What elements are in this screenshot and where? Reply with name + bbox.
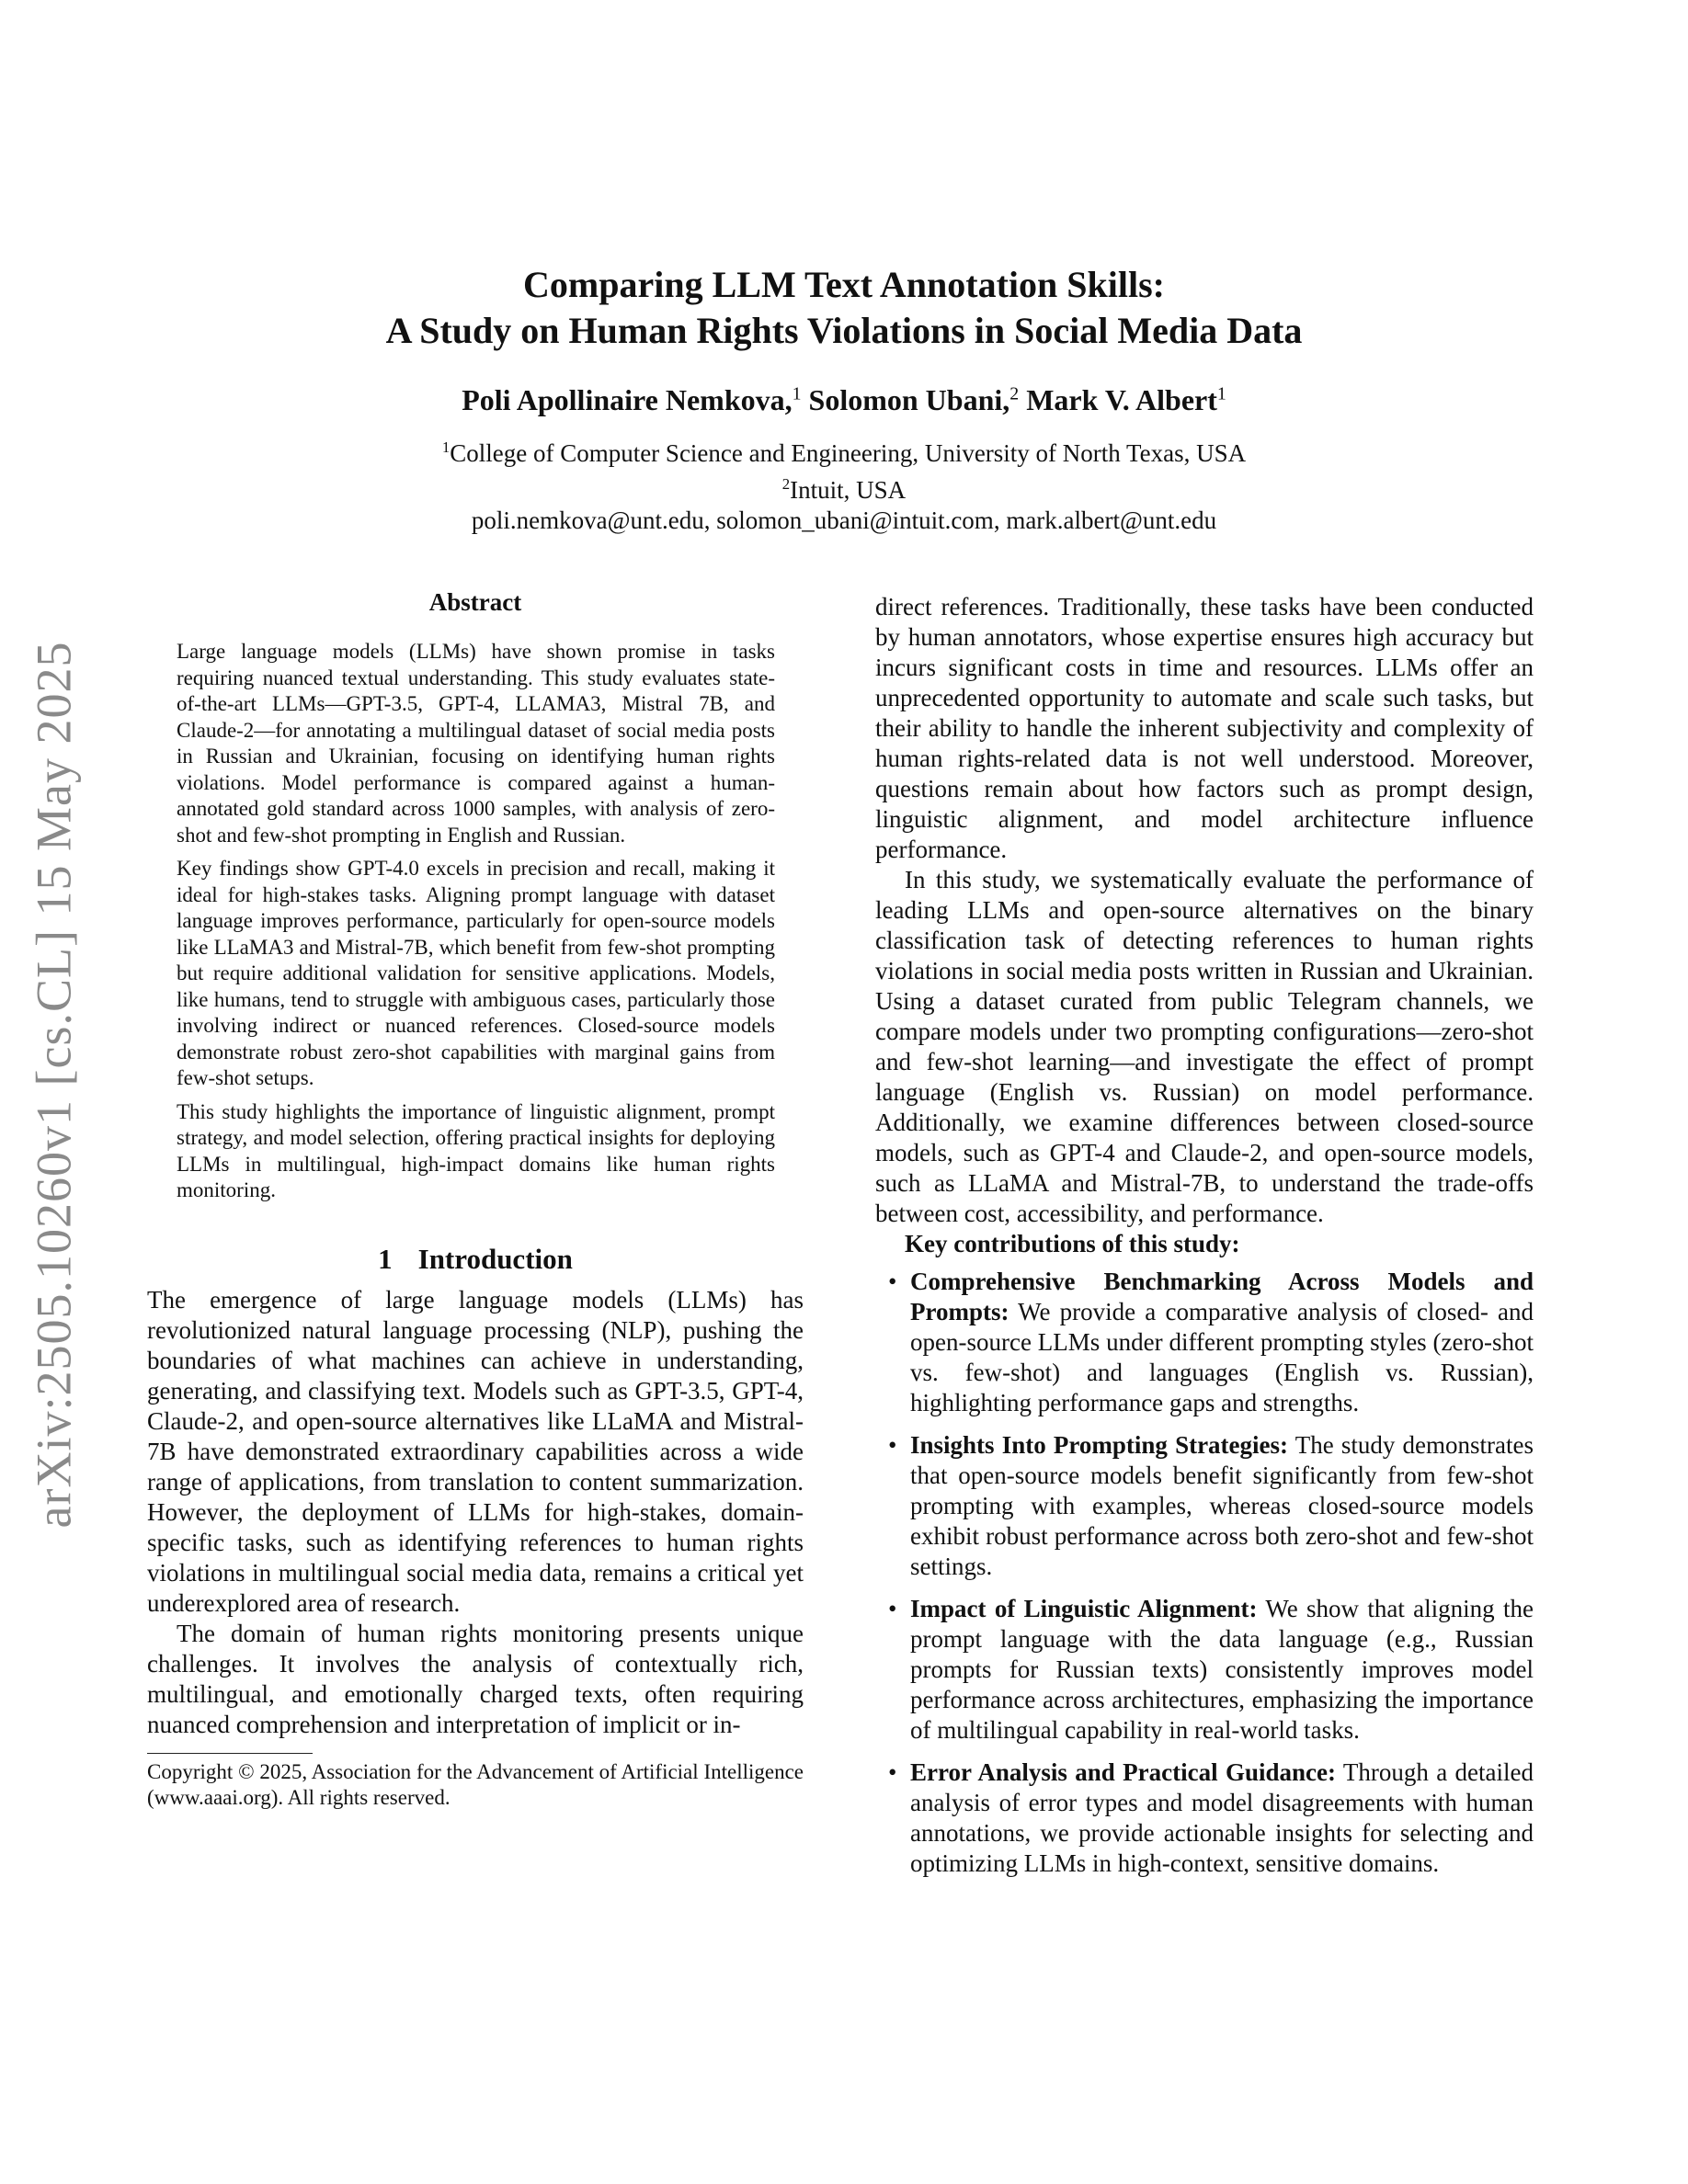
contribution-text: The study demonstrates that open-source models benefit significantly from few-shot prompting with examples, whereas closed-source models exhibit robust performance across both zero-shot and few-shot settings. xyxy=(910,1431,1534,1580)
body-paragraph: direct references. Traditionally, these tasks have been conducted by human annotators, whose expertise ensures high accuracy but incurs significant costs in time and resources. LLMs offer an unprecedented opportunity to automate and scale such tasks, but their ability to handle the inherent subjectivity and complexity of human rights-related data is not well understood. Moreover, questions remain about how factors such as prompt design, linguistic alignment, and model architecture influence performance. xyxy=(875,593,1534,863)
bullet-icon: • xyxy=(888,1268,897,1295)
arxiv-id-text: arXiv:2505.10260v1 [cs.CL] 15 May 2025 xyxy=(26,641,82,1529)
bullet-icon: • xyxy=(888,1431,897,1459)
author-emails: poli.nemkova@unt.edu, solomon_ubani@intuit.com, mark.albert@unt.edu xyxy=(471,506,1217,534)
affiliation-2 xyxy=(0,469,1688,506)
body-paragraph: The domain of human rights monitoring presents unique challenges. It involves the analysis of contextually rich, multilingual, and emotionally charged texts, often requiring nuanced comprehension and interpretation of implicit or in- xyxy=(147,1619,804,1738)
abstract-heading: Abstract xyxy=(428,588,522,616)
contributions-heading: Key contributions of this study: xyxy=(905,1230,1240,1257)
contribution-text: We show that aligning the prompt language with the data language (e.g., Russian prompts for Russian texts) consistently improves model performance across architectures, emphasizing the importance of multilingual capability in real-world tasks. xyxy=(910,1595,1534,1744)
paper-title xyxy=(0,262,1688,354)
section-heading-introduction xyxy=(147,1243,804,1276)
section-title: Introduction xyxy=(417,1242,573,1275)
author-list xyxy=(0,383,1688,417)
author-affiliation-mark: 2 xyxy=(1009,383,1020,404)
list-item xyxy=(875,1757,1534,1879)
contribution-title: Impact of Linguistic Alignment: xyxy=(910,1595,1258,1622)
footnote-rule xyxy=(147,1753,313,1754)
right-column xyxy=(875,592,1534,1891)
title-line-2: A Study on Human Rights Violations in Social Media Data xyxy=(385,310,1303,351)
author-affiliation-mark: 1 xyxy=(792,383,802,404)
contribution-title: Comprehensive Benchmarking Across Models and Prompts: xyxy=(910,1268,1534,1325)
contribution-title: Insights Into Prompting Strategies: xyxy=(910,1431,1289,1459)
section-number: 1 xyxy=(378,1242,393,1275)
abstract-body xyxy=(147,639,804,1204)
abstract-paragraph: Large language models (LLMs) have shown promise in tasks requiring nuanced textual understanding. This study evaluates state-of-the-art LLMs—GPT-3.5, GPT-4, LLAMA3, Mistral 7B, and Claude-2—for annotating a multilingual dataset of social media posts in Russian and Ukrainian, focusing on identifying human rights violations. Model performance is compared against a human-annotated gold standard across 1000 samples, with analysis of zero-shot and few-shot prompting in English and Russian. xyxy=(177,640,775,847)
list-item xyxy=(875,1267,1534,1418)
affiliations xyxy=(0,432,1688,536)
list-item xyxy=(875,1594,1534,1746)
author-affiliation-mark: 1 xyxy=(1216,383,1226,404)
affiliation-text: College of Computer Science and Engineering, University of North Texas, USA xyxy=(450,439,1247,467)
author-name: Poli Apollinaire Nemkova, xyxy=(462,383,793,416)
abstract-paragraph: This study highlights the importance of linguistic alignment, prompt strategy, and model selection, offering practical insights for deploying LLMs in multilingual, high-impact domains like human rights monitoring. xyxy=(177,1099,775,1201)
contribution-text: We provide a comparative analysis of closed- and open-source LLMs under different prompting styles (zero-shot vs. few-shot) and languages (English vs. Russian), highlighting performance gaps and strengths. xyxy=(910,1298,1534,1416)
abstract-paragraph: Key findings show GPT-4.0 excels in precision and recall, making it ideal for high-stakes tasks. Aligning prompt language with dataset language improves performance, particularly for open-source models like LLaMA3 and Mistral-7B, which benefit from few-shot prompting but require additional validation for sensitive applications. Models, like humans, tend to struggle with ambiguous cases, particularly those involving indirect or nuanced references. Closed-source models demonstrate robust zero-shot capabilities with marginal gains from few-shot setups. xyxy=(177,857,775,1089)
body-paragraph: In this study, we systematically evaluate the performance of leading LLMs and open-source alternatives on the binary classification task of detecting references to human rights violations in social media posts written in Russian and Ukrainian. Using a dataset curated from public Telegram channels, we compare models under two prompting configurations—zero-shot and few-shot learning—and investigate the effect of prompt language (English vs. Russian) on model performance. Additionally, we examine differences between closed-source models, such as GPT-4 and Claude-2, and open-source models, such as LLaMA and Mistral-7B, to understand the trade-offs between cost, accessibility, and performance. xyxy=(875,866,1534,1227)
introduction-body-right xyxy=(875,592,1534,1229)
affiliation-mark: 2 xyxy=(781,475,791,493)
contribution-text: Through a detailed analysis of error types and model disagreements with human annotations, we provide actionable insights for selecting and optimizing LLMs in high-context, sensitive domains. xyxy=(910,1758,1534,1877)
bullet-icon: • xyxy=(888,1595,897,1622)
author-name: Mark V. Albert xyxy=(1026,383,1217,416)
list-item xyxy=(875,1430,1534,1582)
body-paragraph: The emergence of large language models (LLMs) has revolutionized natural language processing (NLP), pushing the boundaries of what machines can achieve in understanding, generating, and classifying text. Models such as GPT-3.5, GPT-4, Claude-2, and open-source alternatives like LLaMA and Mistral-7B have demonstrated extraordinary capabilities across a wide range of applications, from translation to content summarization. However, the deployment of LLMs for high-stakes, domain-specific tasks, such as identifying references to human rights violations in multilingual social media data, remains a critical yet underexplored area of research. xyxy=(147,1285,804,1617)
bullet-icon: • xyxy=(888,1758,897,1786)
affiliation-mark: 1 xyxy=(441,438,451,456)
introduction-body-left xyxy=(147,1285,804,1740)
left-column xyxy=(147,588,804,1812)
contributions-list xyxy=(875,1267,1534,1879)
affiliation-1 xyxy=(0,432,1688,469)
title-line-1: Comparing LLM Text Annotation Skills: xyxy=(523,264,1165,305)
author-name: Solomon Ubani, xyxy=(808,383,1010,416)
affiliation-text: Intuit, USA xyxy=(790,476,907,504)
contribution-title: Error Analysis and Practical Guidance: xyxy=(910,1758,1336,1786)
copyright-footnote: Copyright © 2025, Association for the Advancement of Artificial Intelligence (www.aaai.org). All rights reserved. xyxy=(147,1759,804,1809)
arxiv-identifier xyxy=(26,597,81,1572)
